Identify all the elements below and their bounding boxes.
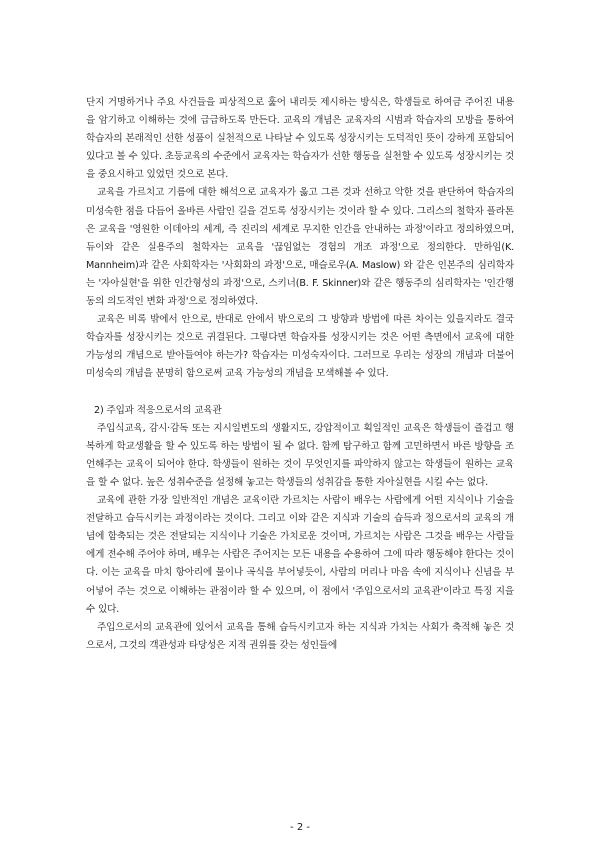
paragraph-4: 주입식교육, 감시·감독 또는 지시일변도의 생활지도, 강압적이고 획일적인 교육은 학생들이 즐겁고 행복하게 학교생활을 할 수 있도록 하는 방법이 될 수 없다. 함께 탐구하고 함께 고민하면서 바른 방향을 조언해주는 교육이 되어야 한다. 학생들이 원하는 것이 무엇인지를 파악하지 않고는 학생들이 원하는 교육을 할 수 없다. 높은 성취수준을 설정해 놓고는 학생들의 성취감을 통한 자아실현을 시킬 수는 없다. <box>86 422 514 488</box>
paragraph-5: 교육에 관한 가장 일반적인 개념은 교육이란 가르치는 사람이 배우는 사람에게 어떤 지식이나 기술을 전달하고 습득시키는 과정이라는 것이다. 그리고 이와 같은 지식과 기술의 습득과 정으로서의 교육의 개념에 함축되는 것은 전달되는 지식이나 기술은 가치로운 것이며, 가르치는 사람은 그것을 배우는 사람들에게 전수해 주어야 하며, 배우는 사람은 주어지는 모든 내용을 수용하여 그에 따라 행동해야 한다는 것이다. 이는 교육을 마치 항아리에 물이나 곡식을 부어넣듯이, 사람의 머리나 마음 속에 지식이나 신념을 부어넣어 주는 것으로 이해하는 관점이라 할 수 있으며, 이 점에서 '주입으로서의 교육관'이라고 특징 지을 수 있다. <box>86 495 514 615</box>
blank-line <box>86 384 514 402</box>
body-text <box>86 94 514 655</box>
paragraph-1: 단지 거명하거나 주요 사건들을 피상적으로 훑어 내리듯 제시하는 방식은, 학생들로 하여금 주어진 내용을 암기하고 이해하는 것에 급급하도록 만든다. 교육의 개념은 교육자의 시범과 학습자의 모방을 통하여 학습자의 본래적인 선한 성품이 실천적으로 나타날 수 있도록 성장시키는 도덕적인 뜻이 강하게 포함되어 있다고 볼 수 있다. 초등교육의 수준에서 교육자는 학습자가 선한 행동을 실천할 수 있도록 성장시키는 것을 중요시하고 있었던 것으로 본다. <box>86 97 514 181</box>
page-number: - 2 - <box>290 822 310 833</box>
paragraph-2: 교육을 가르치고 기름에 대한 해석으로 교육자가 옳고 그른 것과 선하고 악한 것을 판단하여 학습자의 미성숙한 점을 다듬어 올바른 사람인 길을 걷도록 성장시키는 것이라 할 수 있다. 그리스의 철학자 플라톤은 교육을 '영원한 이데아의 세계, 즉 진리의 세계로 무지한 인간을 안내하는 과정'이라고 정의하였으며, 듀이와 같은 실용주의 철학자는 교육을 '끊임없는 경험의 개조 과정'으로 정의한다. 만하임(K. Mannheim)과 같은 사회학자는 '사회화의 과정'으로, 매슬로우(A. Maslow) 와 같은 인본주의 심리학자는 '자아실현'을 위한 인간형성의 과정'으로, 스키너(B. F. Skinner)와 같은 행동주의 심리학자는 '인간행동의 의도적인 변화 과정'으로 정의하였다. <box>86 187 514 308</box>
paragraph-3: 교육은 비록 밖에서 안으로, 반대로 안에서 밖으로의 그 방향과 방법에 따른 차이는 있을지라도 결국 학습자를 성장시키는 것으로 귀결된다. 그렇다면 학습자를 성장시키는 것은 어떤 측면에서 교육에 대한 가능성의 개념으로 받아들여야 하는가? 학습자는 미성숙자이다. 그러므로 우리는 성장의 개념과 더불어 미성숙의 개념을 분명히 함으로써 교육 가능성의 개념을 모색해볼 수 있다. <box>86 314 514 380</box>
paragraph-6: 주입으로서의 교육관에 있어서 교육을 통해 습득시키고자 하는 지식과 가치는 사회가 축적해 놓은 것으로서, 그것의 객관성과 타당성은 지적 권위를 갖는 성인들에 <box>86 621 514 651</box>
section-heading: 2) 주입과 적응으로서의 교육관 <box>94 404 222 416</box>
